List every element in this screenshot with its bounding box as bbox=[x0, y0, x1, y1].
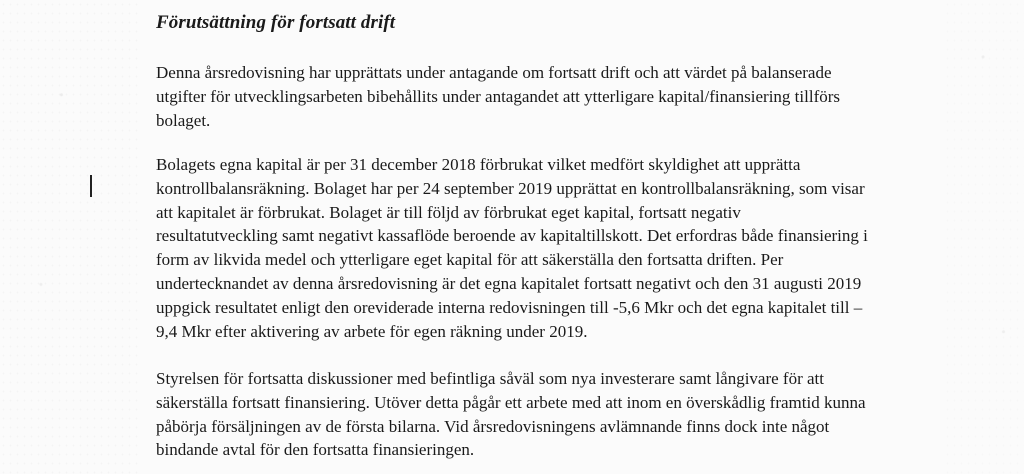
section-heading: Förutsättning för fortsatt drift bbox=[156, 12, 396, 33]
paragraph-going-concern-assumption: Denna årsredovisning har upprättats under antagande om fortsatt drift och att värdet på balanserade utgifter för utvecklingsarbeten bibehållits under antagandet att ytterligare kapital/finansiering tillförs bolaget. bbox=[156, 63, 841, 130]
paragraph-equity-status: Bolagets egna kapital är per 31 december 2018 förbrukat vilket medfört skyldighet att upprätta kontrollbalansräkning. Bolaget har per 24 september 2019 upprättat en kontrollbalansräkning, som visar att kapitalet är förbrukat. Bolaget är till följd av förbrukat eget kapital, fortsatt negativ resultatutveckling samt negativt kassaflöde beroende av kapitaltillskott. Det erfordras både finansiering i form av likvida medel och ytterligare eget kapital för att säkerställa den fortsatta driften. Per undertecknandet av denna årsredovisning är det egna kapitalet fortsatt negativt och den 31 augusti 2019 uppgick resultatet enligt den oreviderade interna redovisningen till -5,6 Mkr och det egna kapitalet till – 9,4 Mkr efter aktivering av arbete för egen räkning under 2019. bbox=[156, 155, 868, 341]
margin-mark bbox=[90, 175, 92, 197]
scan-noise-left bbox=[0, 0, 140, 474]
paragraph-board-financing: Styrelsen för fortsatta diskussioner med befintliga såväl som nya investerare samt långivare för att säkerställa fortsatt finansiering. Utöver detta pågår ett arbete med att inom en överskådlig framtid kunna påbörja försäljningen av de första bilarna. Vid årsredovisningens avlämnande finns dock inte något bindande avtal för den fortsatta finansieringen. bbox=[156, 369, 866, 460]
